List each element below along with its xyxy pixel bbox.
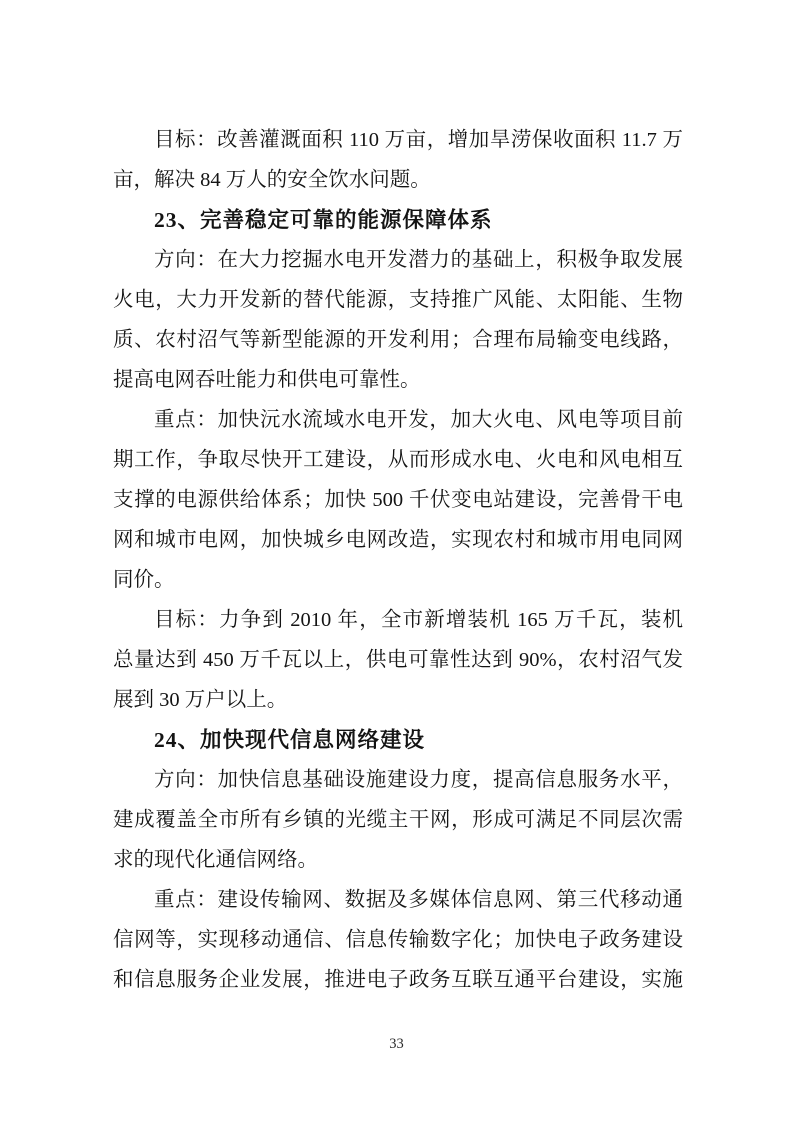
text-line: 网和城市电网，加快城乡电网改造，实现农村和城市用电同网 <box>113 529 683 551</box>
text-line: 期工作，争取尽快开工建设，从而形成水电、火电和风电相互 <box>113 449 683 471</box>
text-line: 质、农村沼气等新型能源的开发利用；合理布局输变电线路， <box>113 329 683 351</box>
document-content <box>113 120 683 1000</box>
text-line: 求的现代化通信网络。 <box>113 849 318 871</box>
body-paragraph <box>113 600 683 720</box>
text-line: 建成覆盖全市所有乡镇的光缆主干网，形成可满足不同层次需 <box>113 809 683 831</box>
section-heading: 24、加快现代信息网络建设 <box>154 728 426 752</box>
text-line: 重点：加快沅水流域水电开发，加大火电、风电等项目前 <box>154 409 683 431</box>
text-line: 支撑的电源供给体系；加快 500 千伏变电站建设，完善骨干电 <box>113 489 683 511</box>
section-heading: 23、完善稳定可靠的能源保障体系 <box>154 208 493 232</box>
text-line: 展到 30 万户以上。 <box>113 689 288 711</box>
text-line: 信网等，实现移动通信、信息传输数字化；加快电子政务建设 <box>113 929 683 951</box>
text-line: 总量达到 450 万千瓦以上，供电可靠性达到 90%，农村沼气发 <box>113 649 683 671</box>
body-paragraph <box>113 120 683 200</box>
text-line: 提高电网吞吐能力和供电可靠性。 <box>113 369 421 391</box>
text-line: 方向：加快信息基础设施建设力度，提高信息服务水平， <box>154 769 683 791</box>
text-line: 重点：建设传输网、数据及多媒体信息网、第三代移动通 <box>154 889 683 911</box>
body-paragraph <box>113 240 683 400</box>
body-paragraph <box>113 760 683 880</box>
text-line: 和信息服务企业发展，推进电子政务互联互通平台建设，实施 <box>113 969 683 991</box>
body-paragraph <box>113 880 683 1000</box>
text-line: 火电，大力开发新的替代能源，支持推广风能、太阳能、生物 <box>113 289 683 311</box>
text-line: 同价。 <box>113 569 175 591</box>
body-paragraph <box>113 400 683 600</box>
text-line: 目标：改善灌溉面积 110 万亩，增加旱涝保收面积 11.7 万 <box>154 129 683 151</box>
text-line: 亩，解决 84 万人的安全饮水问题。 <box>113 169 431 191</box>
text-line: 方向：在大力挖掘水电开发潜力的基础上，积极争取发展 <box>154 249 683 271</box>
page-number: 33 <box>389 1036 404 1052</box>
text-line: 目标：力争到 2010 年，全市新增装机 165 万千瓦，装机 <box>154 609 683 631</box>
